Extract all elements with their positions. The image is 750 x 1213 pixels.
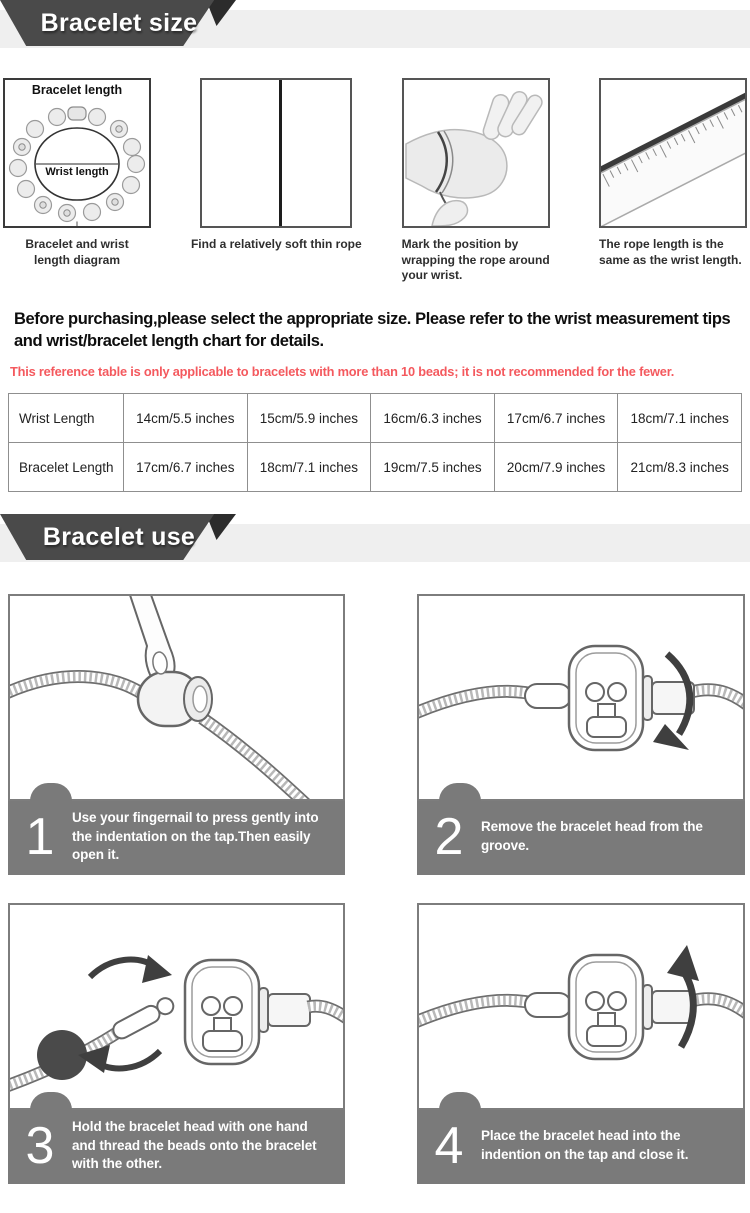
table-cell: 19cm/7.5 inches — [371, 443, 495, 492]
table-cell: 17cm/6.7 inches — [124, 443, 248, 492]
bead-threading-illustration — [10, 905, 343, 1108]
rope-image — [200, 78, 352, 228]
size-instructions: Before purchasing,please select the appropriate size. Please refer to the wrist measurement tips and wrist/bracelet length chart for details. — [14, 309, 731, 350]
measure-panel-ruler — [599, 78, 747, 284]
wrist-length-label: Wrist length — [45, 166, 109, 178]
panel-caption: The rope length is the same as the wrist length. — [598, 237, 742, 267]
section-title: Bracelet use — [42, 522, 196, 551]
measure-panel-wrap — [402, 78, 550, 284]
usage-steps-grid — [0, 594, 750, 1184]
table-cell: 17cm/6.7 inches — [494, 394, 618, 443]
table-row-wrist — [9, 394, 742, 443]
table-cell: Bracelet Length — [9, 443, 124, 492]
size-chart-table — [8, 393, 742, 492]
bracelet-diagram-image — [3, 78, 151, 228]
clasp-press-illustration — [10, 596, 343, 799]
table-note: This reference table is only applicable to bracelets with more than 10 beads; it is not recommended for the fewer. — [10, 364, 675, 379]
table-cell: 20cm/7.9 inches — [494, 443, 618, 492]
usage-step-3 — [8, 903, 345, 1184]
step-text: Place the bracelet head into the indention on the tap and close it. — [481, 1128, 689, 1162]
panel-caption: Mark the position by wrapping the rope around your wrist. — [401, 237, 550, 283]
ruler-image — [599, 78, 747, 228]
step-illustration-thread-beads — [8, 903, 345, 1110]
step-caption-bar — [8, 1110, 345, 1184]
bracelet-use-header — [0, 514, 750, 562]
step-number: 2 — [434, 808, 464, 867]
step-caption-bar — [8, 801, 345, 875]
measure-panel-diagram — [3, 78, 151, 284]
bracelet-length-label: Bracelet length — [31, 83, 123, 97]
step-number: 4 — [434, 1117, 464, 1176]
step-illustration-open-tap — [8, 594, 345, 801]
table-cell: Wrist Length — [9, 394, 124, 443]
usage-step-4 — [417, 903, 745, 1184]
charm-bracelet-illustration — [5, 80, 149, 226]
ruler-illustration — [601, 80, 745, 226]
usage-step-2 — [417, 594, 745, 875]
table-cell: 16cm/6.3 inches — [371, 394, 495, 443]
step-illustration-close-tap — [417, 903, 745, 1110]
table-cell: 18cm/7.1 inches — [247, 443, 371, 492]
step-number: 3 — [25, 1117, 55, 1176]
hand-wrist-illustration — [404, 80, 548, 226]
step-text: Hold the bracelet head with one hand and thread the beads onto the bracelet with the other. — [72, 1119, 317, 1172]
step-illustration-remove-head — [417, 594, 745, 801]
section-title: Bracelet size — [40, 8, 198, 37]
table-row-bracelet — [9, 443, 742, 492]
table-cell: 14cm/5.5 inches — [124, 394, 248, 443]
measurement-panels-row — [0, 48, 750, 284]
wrist-wrap-image — [402, 78, 550, 228]
measure-panel-rope — [190, 78, 362, 284]
step-number: 1 — [25, 808, 55, 867]
step-caption-bar — [417, 801, 745, 875]
step-caption-bar — [417, 1110, 745, 1184]
table-cell: 21cm/8.3 inches — [618, 443, 742, 492]
bracelet-size-header — [0, 0, 750, 48]
step-text: Use your fingernail to press gently into the indentation on the tap.Then easily open it. — [72, 810, 319, 863]
usage-step-1 — [8, 594, 345, 875]
clasp-close-illustration — [419, 905, 743, 1108]
panel-caption: Bracelet and wrist length diagram — [25, 237, 129, 267]
rope-line — [279, 80, 282, 226]
step-text: Remove the bracelet head from the groove. — [481, 819, 703, 853]
panel-caption: Find a relatively soft thin rope — [190, 237, 362, 251]
table-cell: 18cm/7.1 inches — [618, 394, 742, 443]
table-cell: 15cm/5.9 inches — [247, 394, 371, 443]
clasp-open-illustration — [419, 596, 743, 799]
